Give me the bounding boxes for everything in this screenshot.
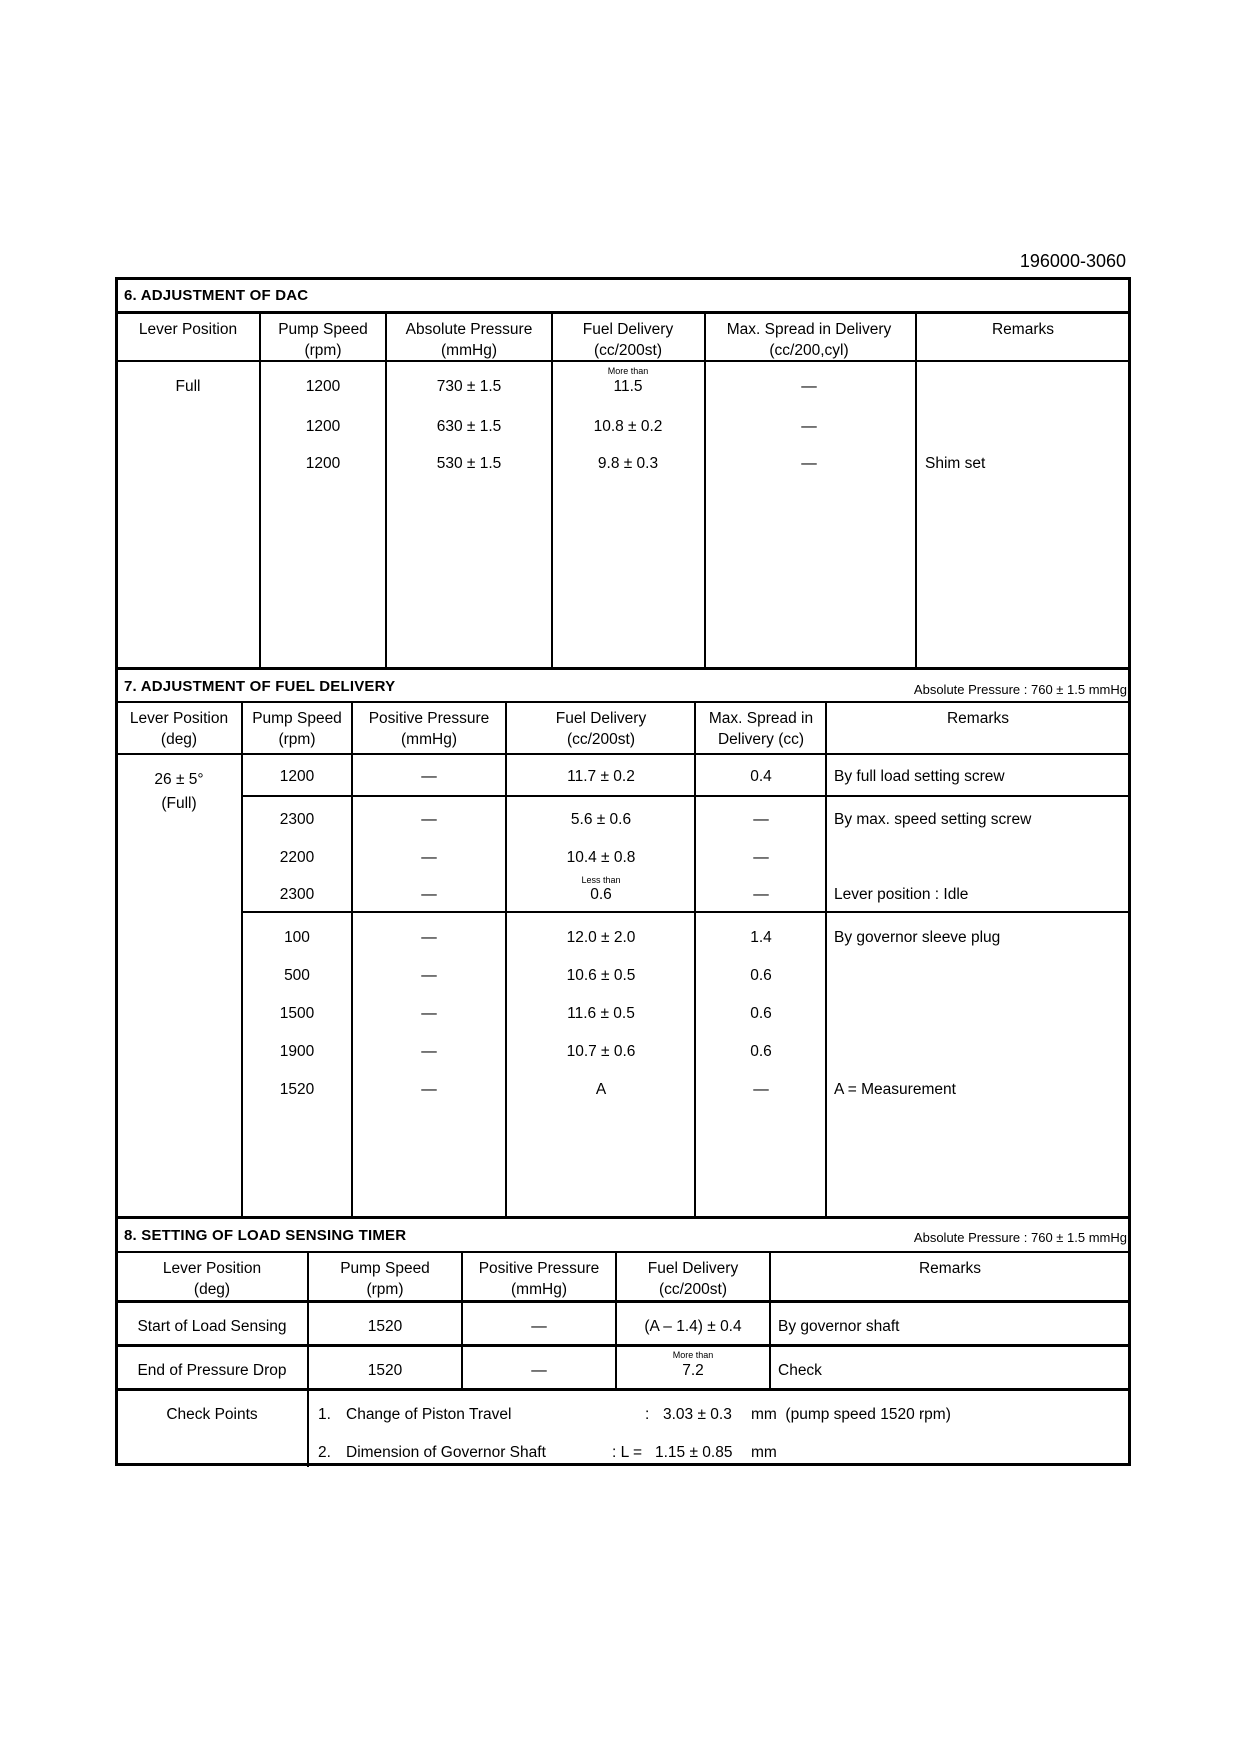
sec6-row3-pressure: 530 ± 1.5 [436,455,502,472]
sec6-row3-spread: — [801,455,817,472]
sec6-row1-pressure: 730 ± 1.5 [436,378,502,395]
rule [461,1252,463,1389]
sec7-row4-remarks: Lever position : Idle [834,886,969,903]
rule [116,667,1130,670]
sec7-row9-spread: — [753,1081,769,1098]
rule [769,1252,771,1389]
rule [694,702,696,1216]
rule [615,1252,617,1389]
sec7-row1-speed: 1200 [279,768,315,785]
rule [241,911,1130,913]
sec7-header-lever: Lever Position (deg) [129,710,229,748]
sec6-row1-delivery: 11.5 [613,378,643,395]
sec8-row1-speed: 1520 [367,1318,403,1335]
sec7-row2-pressure: — [421,811,437,828]
sec7-row4-delivery: 0.6 [590,886,612,903]
rule [116,701,1130,703]
rule [116,1300,1130,1303]
sec7-row6-pressure: — [421,967,437,984]
sec7-row9-pressure: — [421,1081,437,1098]
rule [351,702,353,1216]
sec7-row5-spread: 1.4 [750,929,772,946]
sec7-row8-speed: 1900 [279,1043,315,1060]
sec6-header-pressure: Absolute Pressure (mmHg) [405,321,533,359]
sec7-row4-pressure: — [421,886,437,903]
rule [505,702,507,1216]
sec6-header-spread: Max. Spread in Delivery (cc/200,cyl) [726,321,892,359]
rule [241,702,243,1216]
sec7-lever-value: 26 ± 5° (Full) [154,771,204,812]
sec7-header-speed: Pump Speed (rpm) [252,710,342,748]
rule [825,702,827,1216]
check-1-unit: mm (pump speed 1520 rpm) [751,1406,951,1423]
sec7-row1-pressure: — [421,768,437,785]
rule [116,753,1130,755]
document-id: 196000-3060 [1019,251,1126,271]
sec8-header-lever: Lever Position (deg) [162,1260,262,1298]
sec6-header-speed: Pump Speed (rpm) [278,321,368,359]
sec8-row2-delivery: 7.2 [682,1362,704,1379]
sec8-row1-lever: Start of Load Sensing [137,1318,287,1335]
sec6-row2-delivery: 10.8 ± 0.2 [593,418,663,435]
sec8-header-pressure: Positive Pressure (mmHg) [478,1260,600,1298]
rule [116,360,1130,362]
check-2-number: 2. [318,1444,331,1461]
sec7-row5-delivery: 12.0 ± 2.0 [566,929,636,946]
sec7-row9-speed: 1520 [279,1081,315,1098]
sec7-row6-delivery: 10.6 ± 0.5 [566,967,636,984]
sec6-header-remarks: Remarks [991,321,1054,338]
check-points-label: Check Points [166,1406,258,1423]
sec8-row1-delivery: (A – 1.4) ± 0.4 [644,1318,742,1335]
section-8-title: 8. SETTING OF LOAD SENSING TIMER [124,1227,407,1244]
sec6-row2-pressure: 630 ± 1.5 [436,418,502,435]
rule [116,1388,1130,1391]
section-7-title: 7. ADJUSTMENT OF FUEL DELIVERY [124,678,396,695]
section-6-title: 6. ADJUSTMENT OF DAC [124,287,309,304]
sec6-row3-speed: 1200 [305,455,341,472]
sec6-row1-spread: — [801,378,817,395]
check-2-unit: mm [751,1444,777,1461]
sec7-row3-speed: 2200 [279,849,315,866]
sec8-row2-remarks: Check [778,1362,822,1379]
check-1-label: Change of Piston Travel [346,1406,512,1423]
sec6-row2-speed: 1200 [305,418,341,435]
rule [116,1216,1130,1219]
sec7-header-remarks: Remarks [946,710,1009,727]
sec7-row5-pressure: — [421,929,437,946]
check-1-number: 1. [318,1406,331,1423]
check-1-separator: : [645,1406,650,1423]
sec6-row1-speed: 1200 [305,378,341,395]
more-than-label: More than [672,1350,714,1360]
sec7-row3-delivery: 10.4 ± 0.8 [566,849,636,866]
sec8-row1-remarks: By governor shaft [778,1318,900,1335]
sec7-row1-delivery: 11.7 ± 0.2 [567,768,635,785]
sec7-row7-spread: 0.6 [750,1005,772,1022]
sec7-row9-remarks: A = Measurement [834,1081,956,1098]
sec6-lever-value: Full [175,378,201,395]
sec7-row5-speed: 100 [284,929,310,946]
check-2-label: Dimension of Governor Shaft [346,1444,546,1461]
sec7-header-delivery: Fuel Delivery (cc/200st) [555,710,647,748]
sec7-absolute-pressure: Absolute Pressure : 760 ± 1.5 mmHg [913,682,1127,697]
sec7-row7-speed: 1500 [279,1005,315,1022]
sec7-row8-spread: 0.6 [750,1043,772,1060]
sec7-row3-pressure: — [421,849,437,866]
sec7-row2-spread: — [753,811,769,828]
sec8-row2-pressure: — [531,1362,547,1379]
rule [116,1251,1130,1253]
sec7-row6-spread: 0.6 [750,967,772,984]
sec8-header-speed: Pump Speed (rpm) [340,1260,430,1298]
sec7-row8-pressure: — [421,1043,437,1060]
rule [704,312,706,667]
sec7-row1-remarks: By full load setting screw [834,768,1005,785]
sec6-header-lever: Lever Position [138,321,238,338]
sec7-row4-spread: — [753,886,769,903]
sec7-header-spread: Max. Spread in Delivery (cc) [708,710,814,748]
rule [116,1344,1130,1347]
sec7-header-pressure: Positive Pressure (mmHg) [368,710,490,748]
rule [915,312,917,667]
sec8-row2-speed: 1520 [367,1362,403,1379]
sec8-header-delivery: Fuel Delivery (cc/200st) [647,1260,739,1298]
more-than-label: More than [607,366,649,376]
rule [241,795,1130,797]
rule [116,311,1130,314]
sec7-row1-spread: 0.4 [750,768,772,785]
sec7-row7-delivery: 11.6 ± 0.5 [567,1005,635,1022]
sec7-row8-delivery: 10.7 ± 0.6 [566,1043,636,1060]
check-2-value: 1.15 ± 0.85 [655,1444,733,1461]
sec7-row2-remarks: By max. speed setting screw [834,811,1032,828]
check-1-value: 3.03 ± 0.3 [663,1406,732,1423]
sec7-row4-speed: 2300 [279,886,315,903]
sec8-row2-lever: End of Pressure Drop [137,1362,287,1379]
sec7-row6-speed: 500 [284,967,310,984]
sec6-header-delivery: Fuel Delivery (cc/200st) [582,321,674,359]
less-than-label: Less than [581,875,621,885]
sec8-absolute-pressure: Absolute Pressure : 760 ± 1.5 mmHg [913,1230,1127,1245]
sec6-row3-delivery: 9.8 ± 0.3 [597,455,659,472]
rule [259,312,261,667]
sec7-row5-remarks: By governor sleeve plug [834,929,1001,946]
sec7-row9-delivery: A [595,1081,607,1098]
rule [551,312,553,667]
sec8-header-remarks: Remarks [918,1260,981,1277]
sec6-row3-remarks: Shim set [925,455,986,472]
sec7-row2-speed: 2300 [279,811,315,828]
sec7-row3-spread: — [753,849,769,866]
check-2-separator: : L = [612,1444,643,1461]
rule [385,312,387,667]
sec7-row7-pressure: — [421,1005,437,1022]
sec8-row1-pressure: — [531,1318,547,1335]
sec6-row2-spread: — [801,418,817,435]
rule [307,1252,309,1467]
sec7-row2-delivery: 5.6 ± 0.6 [570,811,632,828]
